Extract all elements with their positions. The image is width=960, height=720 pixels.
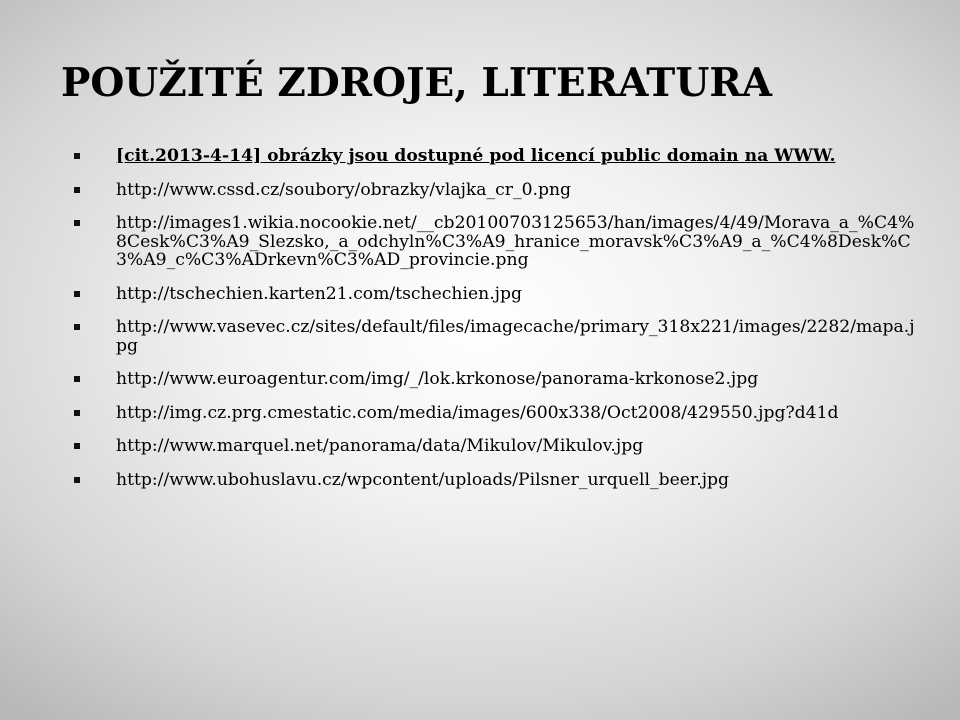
square-bullet-icon: [74, 443, 80, 449]
source-url: http://tschechien.karten21.com/tschechien.jpg: [116, 283, 522, 304]
slide-title: POUŽITÉ ZDROJE, LITERATURA: [61, 60, 773, 106]
citation-link[interactable]: [cit.2013-4-14] obrázky jsou dostupné pod licencí public domain na WWW.: [116, 146, 836, 166]
source-url: http://www.marquel.net/panorama/data/Mikulov/Mikulov.jpg: [116, 436, 644, 456]
source-item: [70, 214, 915, 270]
source-item: [70, 285, 915, 304]
square-bullet-icon: [74, 291, 80, 297]
source-list: [70, 147, 915, 504]
source-item-citation: [70, 147, 915, 166]
source-item: [70, 404, 915, 423]
square-bullet-icon: [74, 324, 80, 330]
source-url: http://www.cssd.cz/soubory/obrazky/vlajka_cr_0.png: [116, 179, 572, 200]
source-item: [70, 471, 915, 490]
square-bullet-icon: [74, 220, 80, 226]
source-item: [70, 318, 915, 355]
square-bullet-icon: [74, 477, 80, 483]
source-item: [70, 370, 915, 389]
square-bullet-icon: [74, 376, 80, 382]
square-bullet-icon: [74, 410, 80, 416]
source-url: http://www.euroagentur.com/img/_/lok.krkonose/panorama-krkonose2.jpg: [116, 369, 759, 389]
square-bullet-icon: [74, 153, 80, 159]
source-url: http://images1.wikia.nocookie.net/__cb20100703125653/han/images/4/49/Morava_a_%C4%8Cesk%C3%A9_Slezsko,_a_odchyln%C3%A9_hranice_moravsk%C3%A9_a_%C4%8Desk%C3%A9_c%C3%ADrkevn%C3%AD_provincie.png: [116, 213, 915, 270]
square-bullet-icon: [74, 187, 80, 193]
source-url: http://img.cz.prg.cmestatic.com/media/images/600x338/Oct2008/429550.jpg?d41d: [116, 402, 839, 423]
source-url: http://www.ubohuslavu.cz/wpcontent/uploads/Pilsner_urquell_beer.jpg: [116, 469, 730, 490]
source-item: [70, 181, 915, 200]
source-url: http://www.vasevec.cz/sites/default/files/imagecache/primary_318x221/images/2282/mapa.jpg: [116, 317, 915, 356]
source-item: [70, 437, 915, 456]
